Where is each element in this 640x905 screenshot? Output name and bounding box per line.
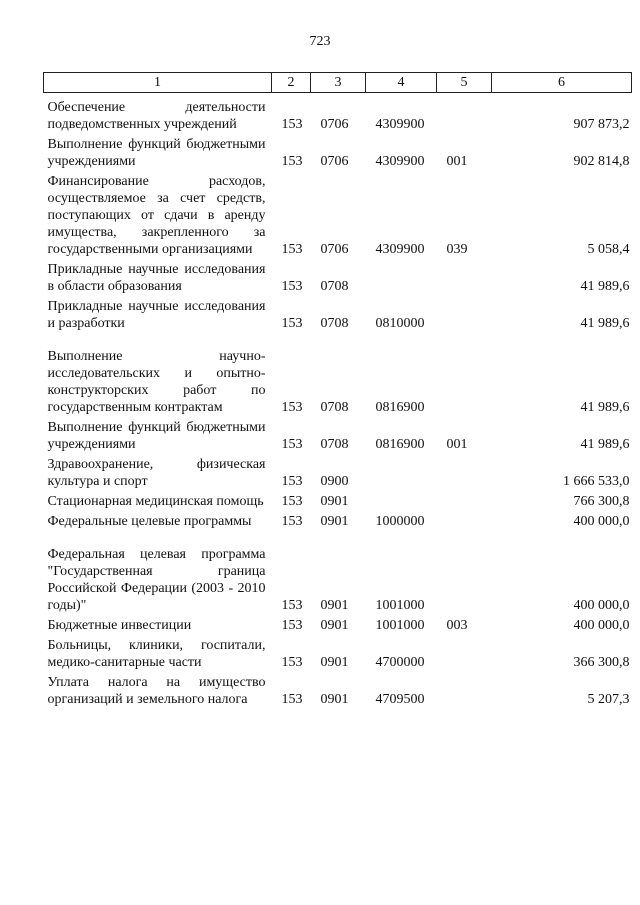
row-section-code: 0708 (320, 400, 349, 415)
row-ministry-code: 153 (281, 316, 303, 331)
row-section-code: 0708 (320, 316, 349, 331)
row-target-item-code: 0816900 (375, 437, 425, 452)
row-name: Обеспечение деятельности подведомственных учреждений (47, 100, 266, 132)
row-section-code: 0901 (320, 494, 349, 509)
row-amount: 366 300,8 (573, 655, 630, 670)
column-header-section: 3 (311, 73, 366, 93)
row-ministry-code: 153 (281, 655, 303, 670)
row-name: Финансирование расходов, осуществляемое за счет средств, поступающих от сдачи в аренду имущества, закрепленного за государственными организациями (47, 174, 266, 257)
row-name: Прикладные научные исследования в области образования (47, 262, 266, 294)
table-row (44, 614, 632, 634)
row-expense-type-code: 039 (446, 242, 468, 257)
row-ministry-code: 153 (281, 154, 303, 169)
row-target-item-code: 0810000 (375, 316, 425, 331)
row-name: Больницы, клиники, госпитали, медико-санитарные части (47, 638, 266, 670)
row-target-item-code: 0816900 (375, 400, 425, 415)
row-target-item-code: 4309900 (375, 154, 425, 169)
row-amount: 400 000,0 (573, 514, 630, 529)
column-header-name: 1 (44, 73, 272, 93)
row-expense-type-code (437, 332, 492, 416)
row-name: Выполнение научно-исследовательских и опытно-конструкторских работ по государственным контрактам (47, 349, 266, 415)
row-expense-type-code (437, 453, 492, 490)
row-name: Уплата налога на имущество организаций и земельного налога (47, 675, 266, 707)
row-expense-type-code (437, 634, 492, 671)
row-amount: 41 989,6 (580, 400, 630, 415)
row-section-code: 0901 (320, 692, 349, 707)
row-name: Федеральные целевые программы (47, 514, 252, 529)
row-section-code: 0900 (320, 474, 349, 489)
column-header-amount: 6 (492, 73, 632, 93)
row-ministry-code: 153 (281, 514, 303, 529)
row-ministry-code: 153 (281, 437, 303, 452)
row-ministry-code: 153 (281, 598, 303, 613)
row-expense-type-code: 001 (446, 437, 468, 452)
row-ministry-code: 153 (281, 618, 303, 633)
table-row (44, 634, 632, 671)
row-ministry-code: 153 (281, 494, 303, 509)
row-expense-type-code (437, 490, 492, 510)
row-expense-type-code: 003 (446, 618, 468, 633)
row-amount: 400 000,0 (573, 598, 630, 613)
budget-table (43, 72, 632, 708)
row-ministry-code: 153 (281, 279, 303, 294)
row-target-item-code: 4700000 (375, 655, 425, 670)
row-target-item-code (366, 490, 437, 510)
column-header-ministry: 2 (272, 73, 311, 93)
row-expense-type-code (437, 258, 492, 295)
row-amount: 5 207,3 (587, 692, 630, 707)
row-section-code: 0706 (320, 242, 349, 257)
row-target-item-code: 1001000 (375, 618, 425, 633)
row-section-code: 0708 (320, 279, 349, 294)
row-name: Стационарная медицинская помощь (47, 494, 264, 509)
row-amount: 41 989,6 (580, 316, 630, 331)
table-row (44, 530, 632, 614)
row-expense-type-code (437, 671, 492, 708)
column-header-expense-type: 5 (437, 73, 492, 93)
row-expense-type-code (437, 530, 492, 614)
row-expense-type-code (437, 510, 492, 530)
table-row (44, 416, 632, 453)
table-row (44, 490, 632, 510)
row-name: Прикладные научные исследования и разработки (47, 299, 266, 331)
table-row (44, 258, 632, 295)
row-name: Здравоохранение, физическая культура и спорт (47, 457, 266, 489)
row-name: Выполнение функций бюджетными учреждениями (47, 137, 266, 169)
row-amount: 766 300,8 (573, 494, 630, 509)
row-ministry-code: 153 (281, 242, 303, 257)
row-ministry-code: 153 (281, 474, 303, 489)
table-row (44, 170, 632, 258)
row-amount: 1 666 533,0 (563, 474, 630, 489)
row-section-code: 0708 (320, 437, 349, 452)
table-row (44, 332, 632, 416)
row-amount: 41 989,6 (580, 279, 630, 294)
row-section-code: 0706 (320, 117, 349, 132)
table-row (44, 453, 632, 490)
column-header-target-item: 4 (366, 73, 437, 93)
page-number: 723 (309, 34, 331, 49)
row-expense-type-code (437, 93, 492, 134)
row-amount: 41 989,6 (580, 437, 630, 452)
row-section-code: 0706 (320, 154, 349, 169)
table-row (44, 295, 632, 332)
row-expense-type-code: 001 (446, 154, 468, 169)
row-ministry-code: 153 (281, 400, 303, 415)
row-ministry-code: 153 (281, 117, 303, 132)
row-target-item-code: 4309900 (375, 242, 425, 257)
row-expense-type-code (437, 295, 492, 332)
row-name: Выполнение функций бюджетными учреждениями (47, 420, 266, 452)
row-target-item-code: 1001000 (375, 598, 425, 613)
row-section-code: 0901 (320, 618, 349, 633)
row-amount: 5 058,4 (587, 242, 630, 257)
row-amount: 907 873,2 (573, 117, 630, 132)
table-row (44, 510, 632, 530)
row-ministry-code: 153 (281, 692, 303, 707)
table-row (44, 93, 632, 134)
row-target-item-code: 4709500 (375, 692, 425, 707)
row-amount: 400 000,0 (573, 618, 630, 633)
row-section-code: 0901 (320, 598, 349, 613)
table-row (44, 671, 632, 708)
row-amount: 902 814,8 (573, 154, 630, 169)
row-name: Федеральная целевая программа "Государственная граница Российской Федерации (2003 - 2010 годы)" (47, 547, 266, 613)
table-row (44, 133, 632, 170)
row-name: Бюджетные инвестиции (47, 618, 192, 633)
row-target-item-code: 1000000 (375, 514, 425, 529)
row-target-item-code: 4309900 (375, 117, 425, 132)
table-header-row (44, 73, 632, 93)
row-section-code: 0901 (320, 655, 349, 670)
row-section-code: 0901 (320, 514, 349, 529)
row-target-item-code (366, 453, 437, 490)
row-target-item-code (366, 258, 437, 295)
